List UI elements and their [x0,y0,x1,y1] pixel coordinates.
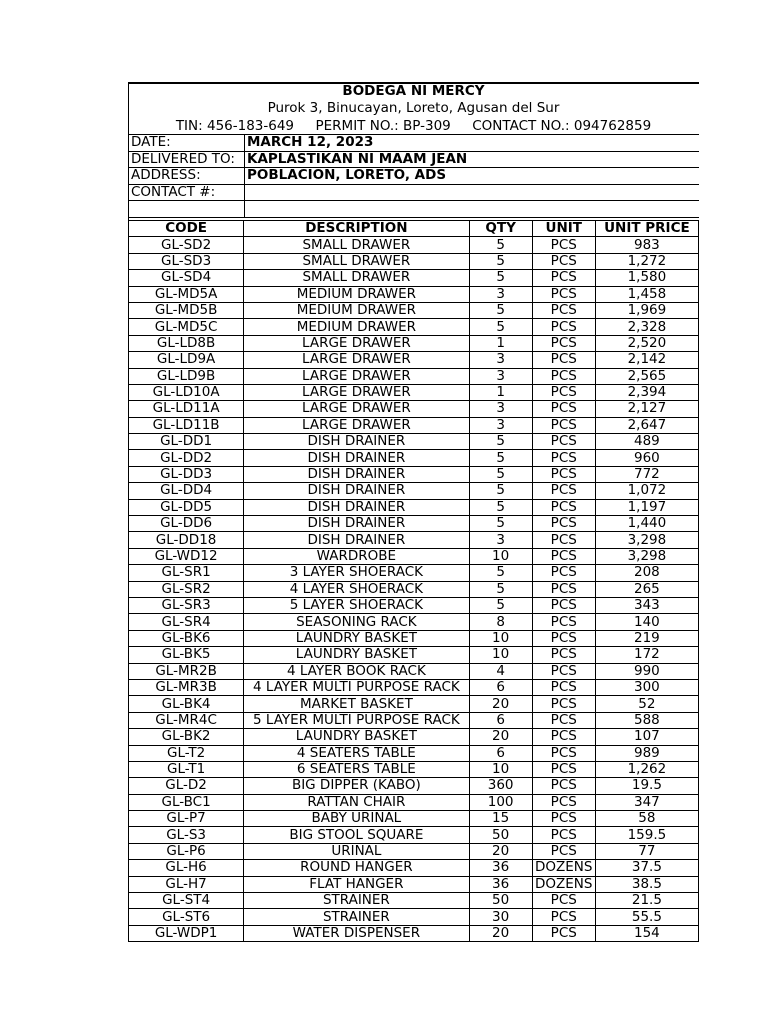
unit-cell: PCS [532,434,595,450]
qty-cell: 20 [469,729,532,745]
description-cell: DISH DRAINER [244,450,469,466]
unit-cell: PCS [532,745,595,761]
qty-cell: 10 [469,647,532,663]
unit-price-cell: 1,197 [595,499,698,515]
delivered-to-label: DELIVERED TO: [129,151,245,168]
unit-price-cell: 1,262 [595,761,698,777]
unit-price-cell: 2,127 [595,401,698,417]
unit-cell: PCS [532,663,595,679]
code-cell: GL-LD11B [129,417,244,433]
code-cell: GL-S3 [129,827,244,843]
unit-price-cell: 3,298 [595,548,698,564]
description-cell: DISH DRAINER [244,483,469,499]
code-cell: GL-LD10A [129,384,244,400]
description-cell: LARGE DRAWER [244,417,469,433]
code-cell: GL-T2 [129,745,244,761]
table-row [129,253,699,269]
table-row [129,581,699,597]
unit-cell: PCS [532,270,595,286]
description-cell: 3 LAYER SHOERACK [244,565,469,581]
qty-cell: 36 [469,876,532,892]
table-row [129,729,699,745]
qty-cell: 5 [469,302,532,318]
blank-row [129,201,700,218]
qty-cell: 10 [469,761,532,777]
qty-header: QTY [469,221,532,237]
blank-cell [245,201,700,218]
unit-price-cell: 2,142 [595,352,698,368]
unit-price-cell: 55.5 [595,909,698,925]
table-row [129,663,699,679]
unit-price-cell: 1,072 [595,483,698,499]
delivered-to-row [129,151,700,168]
qty-cell: 5 [469,237,532,253]
code-cell: GL-BK5 [129,647,244,663]
code-cell: GL-P6 [129,843,244,859]
unit-cell: PCS [532,565,595,581]
unit-price-cell: 208 [595,565,698,581]
address-row [129,168,700,185]
table-row [129,679,699,695]
description-cell: DISH DRAINER [244,499,469,515]
unit-cell: PCS [532,729,595,745]
description-cell: RATTAN CHAIR [244,794,469,810]
qty-cell: 20 [469,925,532,941]
table-row [129,893,699,909]
description-cell: LAUNDRY BASKET [244,729,469,745]
table-row [129,270,699,286]
code-cell: GL-LD9B [129,368,244,384]
table-row [129,516,699,532]
table-row [129,319,699,335]
description-cell: LARGE DRAWER [244,401,469,417]
unit-price-cell: 219 [595,630,698,646]
unit-price-cell: 1,580 [595,270,698,286]
business-name: BODEGA NI MERCY [342,83,485,99]
description-cell: DISH DRAINER [244,434,469,450]
table-row [129,417,699,433]
code-cell: GL-SD2 [129,237,244,253]
unit-cell: PCS [532,532,595,548]
qty-cell: 5 [469,499,532,515]
code-cell: GL-DD6 [129,516,244,532]
table-row [129,827,699,843]
code-cell: GL-MR3B [129,679,244,695]
code-cell: GL-SR3 [129,597,244,613]
unit-price-cell: 1,969 [595,302,698,318]
unit-cell: PCS [532,794,595,810]
unit-cell: PCS [532,401,595,417]
table-row [129,286,699,302]
tin-number: TIN: 456-183-649 [175,118,295,134]
unit-cell: PCS [532,827,595,843]
description-cell: STRAINER [244,909,469,925]
unit-cell: PCS [532,811,595,827]
description-cell: MEDIUM DRAWER [244,286,469,302]
code-cell: GL-SR4 [129,614,244,630]
qty-cell: 5 [469,434,532,450]
description-cell: SMALL DRAWER [244,270,469,286]
unit-cell: PCS [532,417,595,433]
description-cell: 5 LAYER MULTI PURPOSE RACK [244,712,469,728]
unit-cell: PCS [532,647,595,663]
description-cell: DISH DRAINER [244,532,469,548]
table-row [129,712,699,728]
code-cell: GL-DD5 [129,499,244,515]
business-registration-line [128,118,699,134]
table-row [129,237,699,253]
description-cell: 5 LAYER SHOERACK [244,597,469,613]
qty-cell: 6 [469,712,532,728]
table-row [129,597,699,613]
unit-cell: PCS [532,384,595,400]
unit-price-cell: 772 [595,466,698,482]
unit-price-cell: 265 [595,581,698,597]
code-cell: GL-BK6 [129,630,244,646]
contact-label: CONTACT #: [129,184,245,201]
code-cell: GL-WDP1 [129,925,244,941]
qty-cell: 1 [469,335,532,351]
qty-cell: 10 [469,548,532,564]
contact-row [129,184,700,201]
qty-cell: 6 [469,745,532,761]
code-cell: GL-MR2B [129,663,244,679]
qty-cell: 36 [469,860,532,876]
unit-price-cell: 19.5 [595,778,698,794]
qty-cell: 5 [469,483,532,499]
code-cell: GL-H6 [129,860,244,876]
unit-price-cell: 300 [595,679,698,695]
qty-cell: 5 [469,581,532,597]
unit-price-cell: 347 [595,794,698,810]
description-cell: LARGE DRAWER [244,368,469,384]
unit-cell: PCS [532,516,595,532]
description-cell: MEDIUM DRAWER [244,319,469,335]
address-value: POBLACION, LORETO, ADS [245,168,700,185]
code-cell: GL-SD4 [129,270,244,286]
unit-price-cell: 1,440 [595,516,698,532]
unit-cell: PCS [532,778,595,794]
table-row [129,647,699,663]
contact-number: CONTACT NO.: 094762859 [472,118,652,134]
code-cell: GL-BK4 [129,696,244,712]
table-row [129,401,699,417]
unit-price-cell: 154 [595,925,698,941]
business-address: Purok 3, Binucayan, Loreto, Agusan del Sur [267,100,560,116]
table-row [129,811,699,827]
code-cell: GL-LD9A [129,352,244,368]
delivered-to-value: KAPLASTIKAN NI MAAM JEAN [245,151,700,168]
unit-cell: PCS [532,335,595,351]
description-cell: BIG STOOL SQUARE [244,827,469,843]
unit-price-cell: 2,328 [595,319,698,335]
unit-price-cell: 489 [595,434,698,450]
code-cell: GL-MR4C [129,712,244,728]
table-row [129,745,699,761]
table-row [129,302,699,318]
qty-cell: 5 [469,253,532,269]
code-cell: GL-SR2 [129,581,244,597]
table-row [129,335,699,351]
table-row [129,630,699,646]
unit-cell: PCS [532,925,595,941]
unit-price-cell: 983 [595,237,698,253]
unit-price-cell: 77 [595,843,698,859]
unit-price-cell: 989 [595,745,698,761]
code-cell: GL-H7 [129,876,244,892]
qty-cell: 3 [469,368,532,384]
table-row [129,368,699,384]
permit-number: PERMIT NO.: BP-309 [315,118,451,134]
qty-cell: 5 [469,466,532,482]
code-cell: GL-DD4 [129,483,244,499]
qty-cell: 100 [469,794,532,810]
qty-cell: 20 [469,843,532,859]
qty-cell: 3 [469,417,532,433]
table-row [129,352,699,368]
unit-cell: DOZENS [532,876,595,892]
description-cell: MEDIUM DRAWER [244,302,469,318]
unit-cell: PCS [532,843,595,859]
table-row [129,925,699,941]
code-cell: GL-MD5A [129,286,244,302]
unit-price-cell: 990 [595,663,698,679]
code-cell: GL-LD11A [129,401,244,417]
table-row [129,876,699,892]
description-cell: 4 SEATERS TABLE [244,745,469,761]
unit-price-cell: 2,520 [595,335,698,351]
description-cell: LARGE DRAWER [244,384,469,400]
date-label: DATE: [129,135,245,152]
description-cell: SMALL DRAWER [244,253,469,269]
table-row [129,532,699,548]
description-cell: BABY URINAL [244,811,469,827]
code-cell: GL-T1 [129,761,244,777]
qty-cell: 20 [469,696,532,712]
table-row [129,450,699,466]
table-row [129,548,699,564]
unit-cell: PCS [532,237,595,253]
qty-cell: 5 [469,319,532,335]
unit-price-cell: 2,394 [595,384,698,400]
qty-cell: 5 [469,597,532,613]
table-row [129,565,699,581]
code-cell: GL-SR1 [129,565,244,581]
description-cell: STRAINER [244,893,469,909]
unit-cell: PCS [532,679,595,695]
description-header: DESCRIPTION [244,221,469,237]
address-label: ADDRESS: [129,168,245,185]
unit-cell: PCS [532,893,595,909]
unit-price-cell: 1,458 [595,286,698,302]
description-cell: DISH DRAINER [244,466,469,482]
table-row [129,384,699,400]
unit-cell: PCS [532,302,595,318]
description-cell: SMALL DRAWER [244,237,469,253]
qty-cell: 5 [469,516,532,532]
unit-price-cell: 140 [595,614,698,630]
unit-cell: PCS [532,581,595,597]
table-row [129,794,699,810]
unit-header: UNIT [532,221,595,237]
table-row [129,614,699,630]
unit-cell: PCS [532,319,595,335]
unit-price-cell: 107 [595,729,698,745]
qty-cell: 3 [469,532,532,548]
unit-cell: PCS [532,368,595,384]
table-row [129,761,699,777]
table-row [129,843,699,859]
code-cell: GL-BK2 [129,729,244,745]
qty-cell: 5 [469,565,532,581]
qty-cell: 5 [469,270,532,286]
qty-cell: 360 [469,778,532,794]
qty-cell: 3 [469,352,532,368]
description-cell: MARKET BASKET [244,696,469,712]
unit-cell: DOZENS [532,860,595,876]
unit-cell: PCS [532,761,595,777]
unit-cell: PCS [532,597,595,613]
unit-price-cell: 343 [595,597,698,613]
table-row [129,483,699,499]
qty-cell: 10 [469,630,532,646]
contact-value [245,184,700,201]
qty-cell: 5 [469,450,532,466]
unit-cell: PCS [532,712,595,728]
code-cell: GL-WD12 [129,548,244,564]
qty-cell: 50 [469,827,532,843]
unit-cell: PCS [532,548,595,564]
unit-price-cell: 38.5 [595,876,698,892]
unit-price-cell: 52 [595,696,698,712]
code-cell: GL-ST4 [129,893,244,909]
description-cell: DISH DRAINER [244,516,469,532]
description-cell: LAUNDRY BASKET [244,647,469,663]
unit-price-cell: 159.5 [595,827,698,843]
description-cell: LAUNDRY BASKET [244,630,469,646]
items-table [128,220,699,942]
unit-cell: PCS [532,466,595,482]
qty-cell: 1 [469,384,532,400]
table-row [129,434,699,450]
qty-cell: 50 [469,893,532,909]
unit-price-cell: 58 [595,811,698,827]
unit-cell: PCS [532,483,595,499]
unit-price-cell: 3,298 [595,532,698,548]
code-cell: GL-DD1 [129,434,244,450]
unit-price-cell: 2,647 [595,417,698,433]
description-cell: SEASONING RACK [244,614,469,630]
blank-cell [129,201,245,218]
unit-cell: PCS [532,909,595,925]
unit-price-cell: 2,565 [595,368,698,384]
unit-price-cell: 37.5 [595,860,698,876]
date-value: MARCH 12, 2023 [245,135,700,152]
unit-price-header: UNIT PRICE [595,221,698,237]
qty-cell: 30 [469,909,532,925]
qty-cell: 3 [469,286,532,302]
code-cell: GL-MD5C [129,319,244,335]
code-cell: GL-D2 [129,778,244,794]
description-cell: 4 LAYER BOOK RACK [244,663,469,679]
unit-cell: PCS [532,499,595,515]
code-cell: GL-SD3 [129,253,244,269]
unit-price-cell: 21.5 [595,893,698,909]
unit-price-cell: 960 [595,450,698,466]
items-body [129,237,699,942]
table-row [129,696,699,712]
code-cell: GL-P7 [129,811,244,827]
description-cell: 4 LAYER SHOERACK [244,581,469,597]
code-cell: GL-BC1 [129,794,244,810]
unit-cell: PCS [532,614,595,630]
description-cell: LARGE DRAWER [244,335,469,351]
description-cell: LARGE DRAWER [244,352,469,368]
description-cell: FLAT HANGER [244,876,469,892]
code-cell: GL-LD8B [129,335,244,351]
description-cell: 4 LAYER MULTI PURPOSE RACK [244,679,469,695]
qty-cell: 6 [469,679,532,695]
description-cell: BIG DIPPER (KABO) [244,778,469,794]
code-cell: GL-DD18 [129,532,244,548]
table-row [129,778,699,794]
unit-price-cell: 588 [595,712,698,728]
table-row [129,499,699,515]
unit-price-cell: 1,272 [595,253,698,269]
code-cell: GL-ST6 [129,909,244,925]
code-header: CODE [129,221,244,237]
unit-cell: PCS [532,352,595,368]
unit-cell: PCS [532,696,595,712]
table-row [129,466,699,482]
unit-cell: PCS [532,286,595,302]
code-cell: GL-DD2 [129,450,244,466]
code-cell: GL-DD3 [129,466,244,482]
description-cell: WARDROBE [244,548,469,564]
description-cell: 6 SEATERS TABLE [244,761,469,777]
date-row [129,135,700,152]
table-row [129,909,699,925]
description-cell: WATER DISPENSER [244,925,469,941]
qty-cell: 4 [469,663,532,679]
description-cell: ROUND HANGER [244,860,469,876]
unit-price-cell: 172 [595,647,698,663]
items-header-row [129,221,699,237]
unit-cell: PCS [532,253,595,269]
table-row [129,860,699,876]
description-cell: URINAL [244,843,469,859]
qty-cell: 15 [469,811,532,827]
unit-cell: PCS [532,450,595,466]
delivery-info-table [128,134,699,218]
unit-cell: PCS [532,630,595,646]
code-cell: GL-MD5B [129,302,244,318]
qty-cell: 8 [469,614,532,630]
qty-cell: 3 [469,401,532,417]
